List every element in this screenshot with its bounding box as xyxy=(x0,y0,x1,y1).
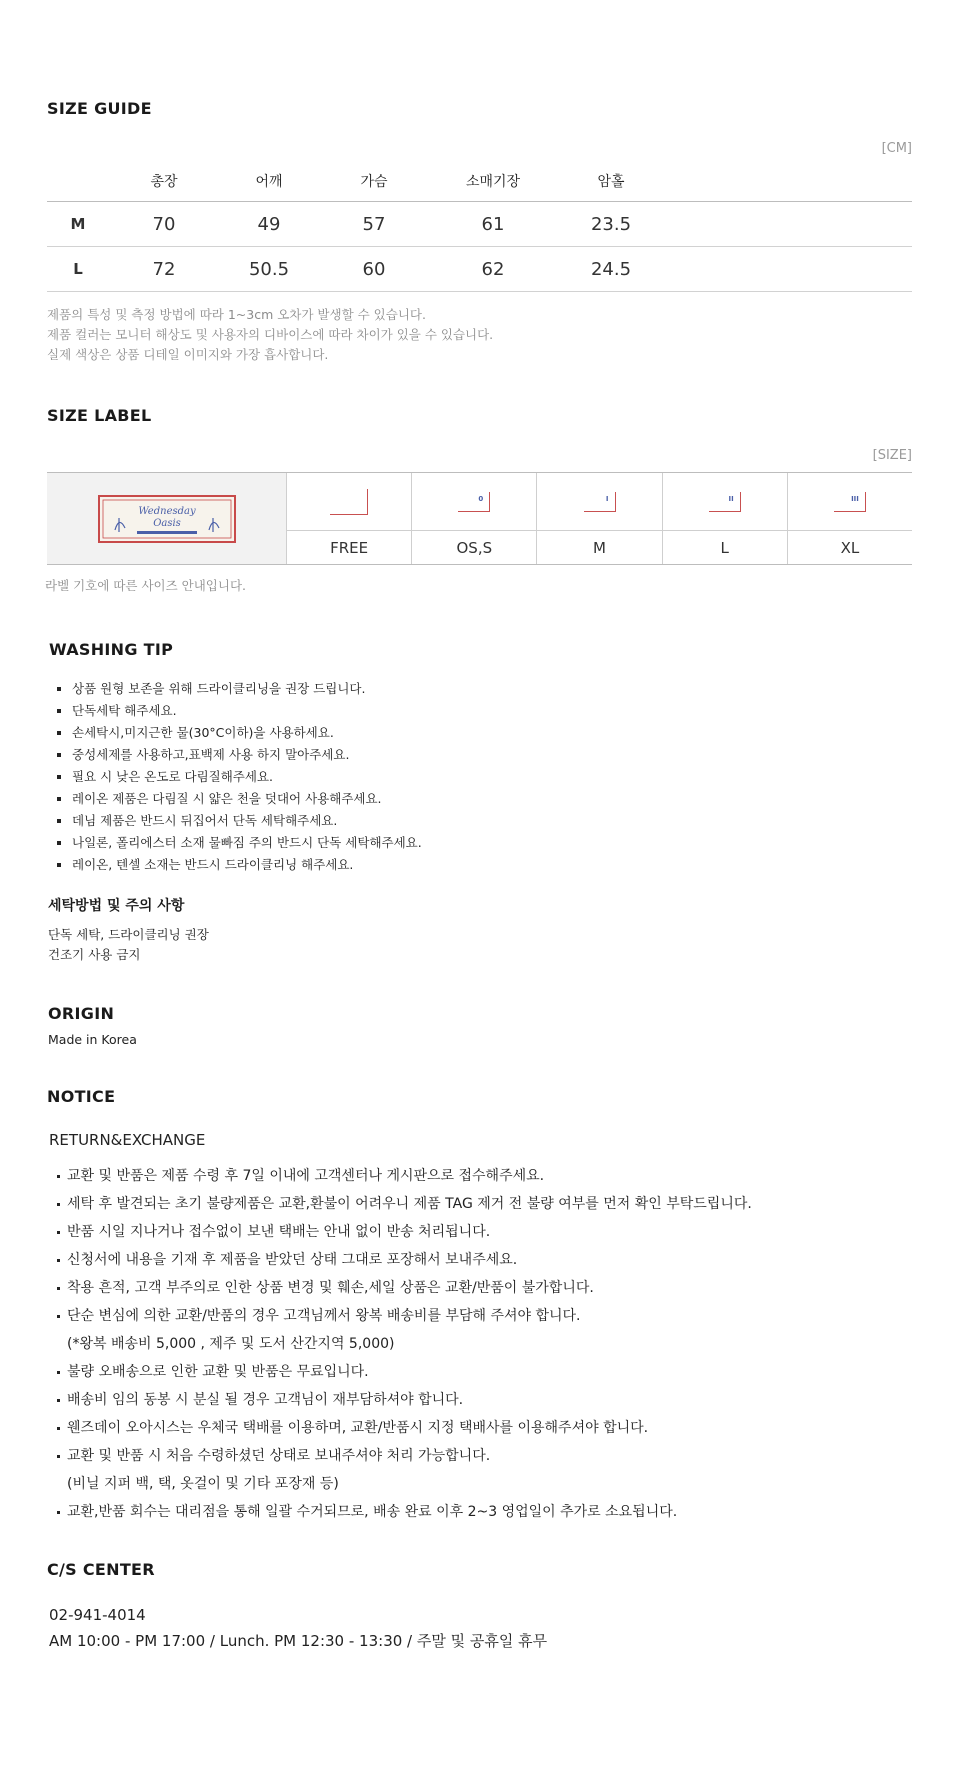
size-table-cell: 70 xyxy=(152,213,176,235)
list-item: 교환 및 반품은 제품 수령 후 7일 이내에 고객센터나 게시판으로 접수해주세요. xyxy=(55,1162,752,1190)
origin-value: Made in Korea xyxy=(48,1032,137,1047)
list-item: 반품 시일 지나거나 접수없이 보낸 택배는 안내 없이 반송 처리됩니다. xyxy=(55,1218,752,1246)
size-table-cell: 24.5 xyxy=(590,258,632,280)
size-tag-icon xyxy=(330,489,368,515)
size-table-header-cell: 소매기장 xyxy=(465,173,521,190)
size-guide-notes xyxy=(47,305,493,365)
size-guide-title: SIZE GUIDE xyxy=(47,99,152,118)
size-table-cell: 61 xyxy=(481,213,505,235)
size-label-column xyxy=(412,473,537,564)
cs-hours: AM 10:00 - PM 17:00 / Lunch. PM 12:30 - 13:30 / 주말 및 공휴일 휴무 xyxy=(49,1632,548,1650)
list-item: 교환,반품 회수는 대리점을 통해 일괄 수거되므로, 배송 완료 이후 2~3 영업일이 추가로 소요됩니다. xyxy=(55,1498,752,1526)
list-item: 중성세제를 사용하고,표백제 사용 하지 말아주세요. xyxy=(55,744,422,766)
size-table-header-cell: 암홀 xyxy=(597,173,625,190)
brand-label-graphic xyxy=(97,494,237,544)
size-table-header-cell: 총장 xyxy=(150,173,178,190)
washing-method xyxy=(48,925,209,965)
size-guide-note: 실제 색상은 상품 디테일 이미지와 가장 흡사합니다. xyxy=(47,347,329,362)
size-tag-icon: 0 xyxy=(458,492,490,512)
size-table xyxy=(47,160,912,292)
size-tag-icon: III xyxy=(834,492,866,512)
size-label-name: L xyxy=(720,538,729,557)
list-item: 손세탁시,미지근한 물(30°C이하)을 사용하세요. xyxy=(55,722,422,744)
size-table-header xyxy=(47,160,912,202)
size-label-title: SIZE LABEL xyxy=(47,406,152,425)
size-table-cell: M xyxy=(70,215,86,233)
list-item: 상품 원형 보존을 위해 드라이클리닝을 권장 드립니다. xyxy=(55,678,422,700)
size-table-header-cell: 가슴 xyxy=(360,173,388,190)
size-label-name: XL xyxy=(840,538,860,557)
size-table-cell: L xyxy=(73,260,83,278)
size-label-column xyxy=(287,473,412,564)
list-item: 단순 변심에 의한 교환/반품의 경우 고객님께서 왕복 배송비를 부담해 주셔야 합니다. xyxy=(55,1302,752,1330)
size-guide-note: 제품의 특성 및 측정 방법에 따라 1~3cm 오차가 발생할 수 있습니다. xyxy=(47,307,426,322)
size-label-column xyxy=(663,473,788,564)
list-item: 교환 및 반품 시 처음 수령하셨던 상태로 보내주셔야 처리 가능합니다. xyxy=(55,1442,752,1470)
label-brand-text: Wednesday xyxy=(137,505,196,517)
origin-title: ORIGIN xyxy=(48,1004,115,1023)
washing-method-title: 세탁방법 및 주의 사항 xyxy=(48,898,185,914)
list-item: 데님 제품은 반드시 뒤집어서 단독 세탁해주세요. xyxy=(55,810,422,832)
list-item: 신청서에 내용을 기재 후 제품을 받았던 상태 그대로 포장해서 보내주세요. xyxy=(55,1246,752,1274)
list-item: 착용 흔적, 고객 부주의로 인한 상품 변경 및 훼손,세일 상품은 교환/반품이 불가합니다. xyxy=(55,1274,752,1302)
notice-list xyxy=(55,1162,752,1526)
size-table-cell: 23.5 xyxy=(590,213,632,235)
size-label-note: 라벨 기호에 따른 사이즈 안내입니다. xyxy=(45,578,246,593)
list-item: (*왕복 배송비 5,000 , 제주 및 도서 산간지역 5,000) xyxy=(67,1336,395,1352)
label-image xyxy=(47,473,287,564)
size-tag-icon: I xyxy=(584,492,616,512)
label-brand-text-2: Oasis xyxy=(152,517,181,529)
size-table-cell: 57 xyxy=(362,213,386,235)
size-table-cell: 49 xyxy=(257,213,281,235)
size-label-unit: [SIZE] xyxy=(872,448,912,463)
list-item: (비닐 지퍼 백, 택, 옷걸이 및 기타 포장재 등) xyxy=(67,1476,339,1492)
size-label-name: M xyxy=(593,538,606,557)
cs-phone: 02-941-4014 xyxy=(49,1606,146,1624)
washing-tip-title: WASHING TIP xyxy=(49,640,174,659)
cs-center-title: C/S CENTER xyxy=(47,1560,155,1579)
size-label-table xyxy=(47,472,912,565)
size-table-cell: 60 xyxy=(362,258,386,280)
list-item: 필요 시 낮은 온도로 다림질해주세요. xyxy=(55,766,422,788)
size-label-name: FREE xyxy=(330,538,369,557)
list-item: 나일론, 폴리에스터 소재 물빠짐 주의 반드시 단독 세탁해주세요. xyxy=(55,832,422,854)
washing-method-line: 건조기 사용 금지 xyxy=(48,947,141,962)
washing-tip-list xyxy=(55,678,422,876)
size-table-cell: 62 xyxy=(481,258,505,280)
notice-title: NOTICE xyxy=(47,1087,116,1106)
size-label-column xyxy=(788,473,912,564)
list-item: 레이온, 텐셀 소재는 반드시 드라이클리닝 해주세요. xyxy=(55,854,422,876)
list-item: 불량 오배송으로 인한 교환 및 반품은 무료입니다. xyxy=(55,1358,752,1386)
size-table-cell: 72 xyxy=(152,258,176,280)
list-item: 레이온 제품은 다림질 시 얇은 천을 덧대어 사용해주세요. xyxy=(55,788,422,810)
list-item: 웬즈데이 오아시스는 우체국 택배를 이용하며, 교환/반품시 지정 택배사를 이용해주셔야 합니다. xyxy=(55,1414,752,1442)
list-item: 배송비 임의 동봉 시 분실 될 경우 고객님이 재부담하셔야 합니다. xyxy=(55,1386,752,1414)
size-guide-unit: [CM] xyxy=(881,141,912,156)
size-label-name: OS,S xyxy=(456,538,493,557)
list-item: 세탁 후 발견되는 초기 불량제품은 교환,환불이 어려우니 제품 TAG 제거 전 불량 여부를 먼저 확인 부탁드립니다. xyxy=(55,1190,752,1218)
size-label-column xyxy=(537,473,662,564)
washing-method-line: 단독 세탁, 드라이클리닝 권장 xyxy=(48,927,209,942)
size-table-header-cell: 어깨 xyxy=(255,173,283,190)
cs-center-info xyxy=(49,1602,547,1654)
size-table-row xyxy=(47,247,912,292)
size-table-cell: 50.5 xyxy=(248,258,290,280)
notice-subtitle: RETURN&EXCHANGE xyxy=(49,1131,206,1149)
size-tag-icon: II xyxy=(709,492,741,512)
size-table-row xyxy=(47,202,912,247)
size-guide-note: 제품 컬러는 모니터 해상도 및 사용자의 디바이스에 따라 차이가 있을 수 있습니다. xyxy=(47,327,494,342)
list-item: 단독세탁 해주세요. xyxy=(55,700,422,722)
